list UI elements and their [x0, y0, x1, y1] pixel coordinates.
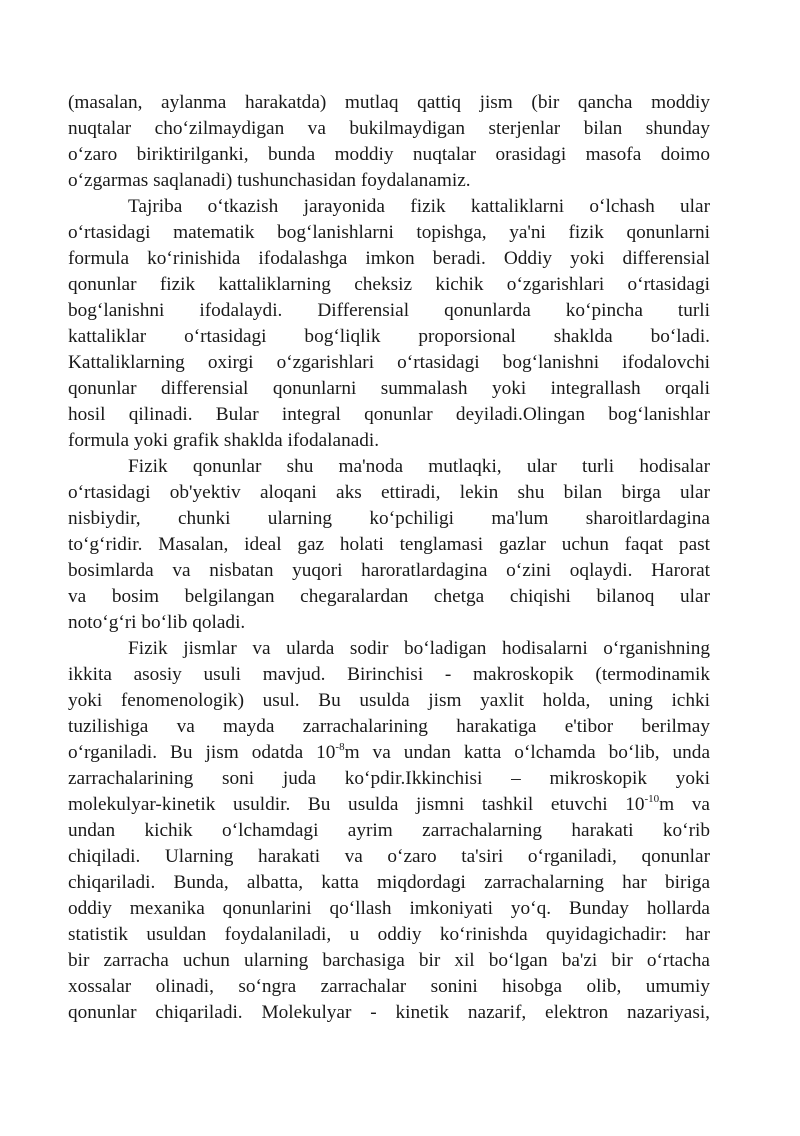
text-line: oddiy mexanika qonunlarini qo‘llash imkoniyati yo‘q. Bunday hollarda — [68, 898, 710, 919]
text-line: zarrachalarining soni juda ko‘pdir.Ikkinchisi – mikroskopik yoki — [68, 768, 710, 789]
text-line: ikkita asosiy usuli mavjud. Birinchisi - makroskopik (termodinamik — [68, 664, 710, 685]
exponent: -8 — [335, 741, 345, 753]
document-page — [68, 90, 710, 1026]
text-line: Fizik jismlar va ularda sodir bo‘ladigan hodisalarni o‘rganishning — [128, 638, 710, 659]
text-fragment: m va undan katta o‘lchamda bo‘lib, unda — [344, 742, 710, 763]
text-line: kattaliklar o‘rtasidagi bog‘liqlik proporsional shaklda bo‘ladi. — [68, 326, 710, 347]
text-line: statistik usuldan foydalaniladi, u oddiy ko‘rinishda quyidagichadir: har — [68, 924, 710, 945]
text-line: chiqiladi. Ularning harakati va o‘zaro ta'siri o‘rganiladi, qonunlar — [68, 846, 710, 867]
text-line: noto‘g‘ri bo‘lib qoladi. — [68, 612, 246, 633]
paragraph — [68, 636, 710, 1026]
text-line: nuqtalar cho‘zilmaydigan va bukilmaydigan sterjenlar bilan shunday — [68, 118, 710, 139]
text-line: formula ko‘rinishida ifodalashga imkon beradi. Oddiy yoki differensial — [68, 248, 710, 269]
text-line: xossalar olinadi, so‘ngra zarrachalar sonini hisobga olib, umumiy — [68, 976, 710, 997]
text-line: hosil qilinadi. Bular integral qonunlar deyiladi.Olingan bog‘lanishlar — [68, 404, 710, 425]
text-line: o‘zgarmas saqlanadi) tushunchasidan foydalanamiz. — [68, 170, 471, 191]
text-line — [68, 792, 710, 818]
text-line: bosimlarda va nisbatan yuqori haroratlardagina o‘zini oqlaydi. Harorat — [68, 560, 710, 581]
text-line: o‘zaro biriktirilganki, bunda moddiy nuqtalar orasidagi masofa doimo — [68, 144, 710, 165]
text-line: undan kichik o‘lchamdagi ayrim zarrachalarning harakati ko‘rib — [68, 820, 710, 841]
exponent: -10 — [644, 793, 660, 805]
text-fragment: m va — [659, 794, 710, 815]
paragraph — [68, 194, 710, 454]
text-line: (masalan, aylanma harakatda) mutlaq qattiq jism (bir qancha moddiy — [68, 92, 710, 113]
text-fragment: o‘rganiladi. Bu jism odatda 10 — [68, 742, 336, 763]
text-fragment: molekulyar-kinetik usuldir. Bu usulda jismni tashkil etuvchi 10 — [68, 794, 645, 815]
text-line: tuzilishiga va mayda zarrachalarining harakatiga e'tibor berilmay — [68, 716, 710, 737]
paragraph — [68, 90, 710, 194]
text-line: bir zarracha uchun ularning barchasiga bir xil bo‘lgan ba'zi bir o‘rtacha — [68, 950, 710, 971]
text-line — [68, 740, 710, 766]
text-line: nisbiydir, chunki ularning ko‘pchiligi ma'lum sharoitlardagina — [68, 508, 710, 529]
paragraph — [68, 454, 710, 636]
text-line: Tajriba o‘tkazish jarayonida fizik kattaliklarni o‘lchash ular — [128, 196, 710, 217]
text-line: bog‘lanishni ifodalaydi. Differensial qonunlarda ko‘pincha turli — [68, 300, 710, 321]
text-line: Kattaliklarning oxirgi o‘zgarishlari o‘rtasidagi bog‘lanishni ifodalovchi — [68, 352, 710, 373]
text-line: Fizik qonunlar shu ma'noda mutlaqki, ular turli hodisalar — [128, 456, 710, 477]
text-line: va bosim belgilangan chegaralardan chetga chiqishi bilanoq ular — [68, 586, 710, 607]
text-line: formula yoki grafik shaklda ifodalanadi. — [68, 430, 380, 451]
text-line: o‘rtasidagi matematik bog‘lanishlarni topishga, ya'ni fizik qonunlarni — [68, 222, 710, 243]
text-line: to‘g‘ridir. Masalan, ideal gaz holati tenglamasi gazlar uchun faqat past — [68, 534, 710, 555]
text-line: qonunlar differensial qonunlarni summalash yoki integrallash orqali — [68, 378, 710, 399]
text-line: yoki fenomenologik) usul. Bu usulda jism yaxlit holda, uning ichki — [68, 690, 710, 711]
text-line: o‘rtasidagi ob'yektiv aloqani aks ettiradi, lekin shu bilan birga ular — [68, 482, 710, 503]
text-line: qonunlar chiqariladi. Molekulyar - kinetik nazarif, elektron nazariyasi, — [68, 1002, 710, 1023]
text-line: qonunlar fizik kattaliklarning cheksiz kichik o‘zgarishlari o‘rtasidagi — [68, 274, 710, 295]
text-line: chiqariladi. Bunda, albatta, katta miqdordagi zarrachalarning har biriga — [68, 872, 710, 893]
